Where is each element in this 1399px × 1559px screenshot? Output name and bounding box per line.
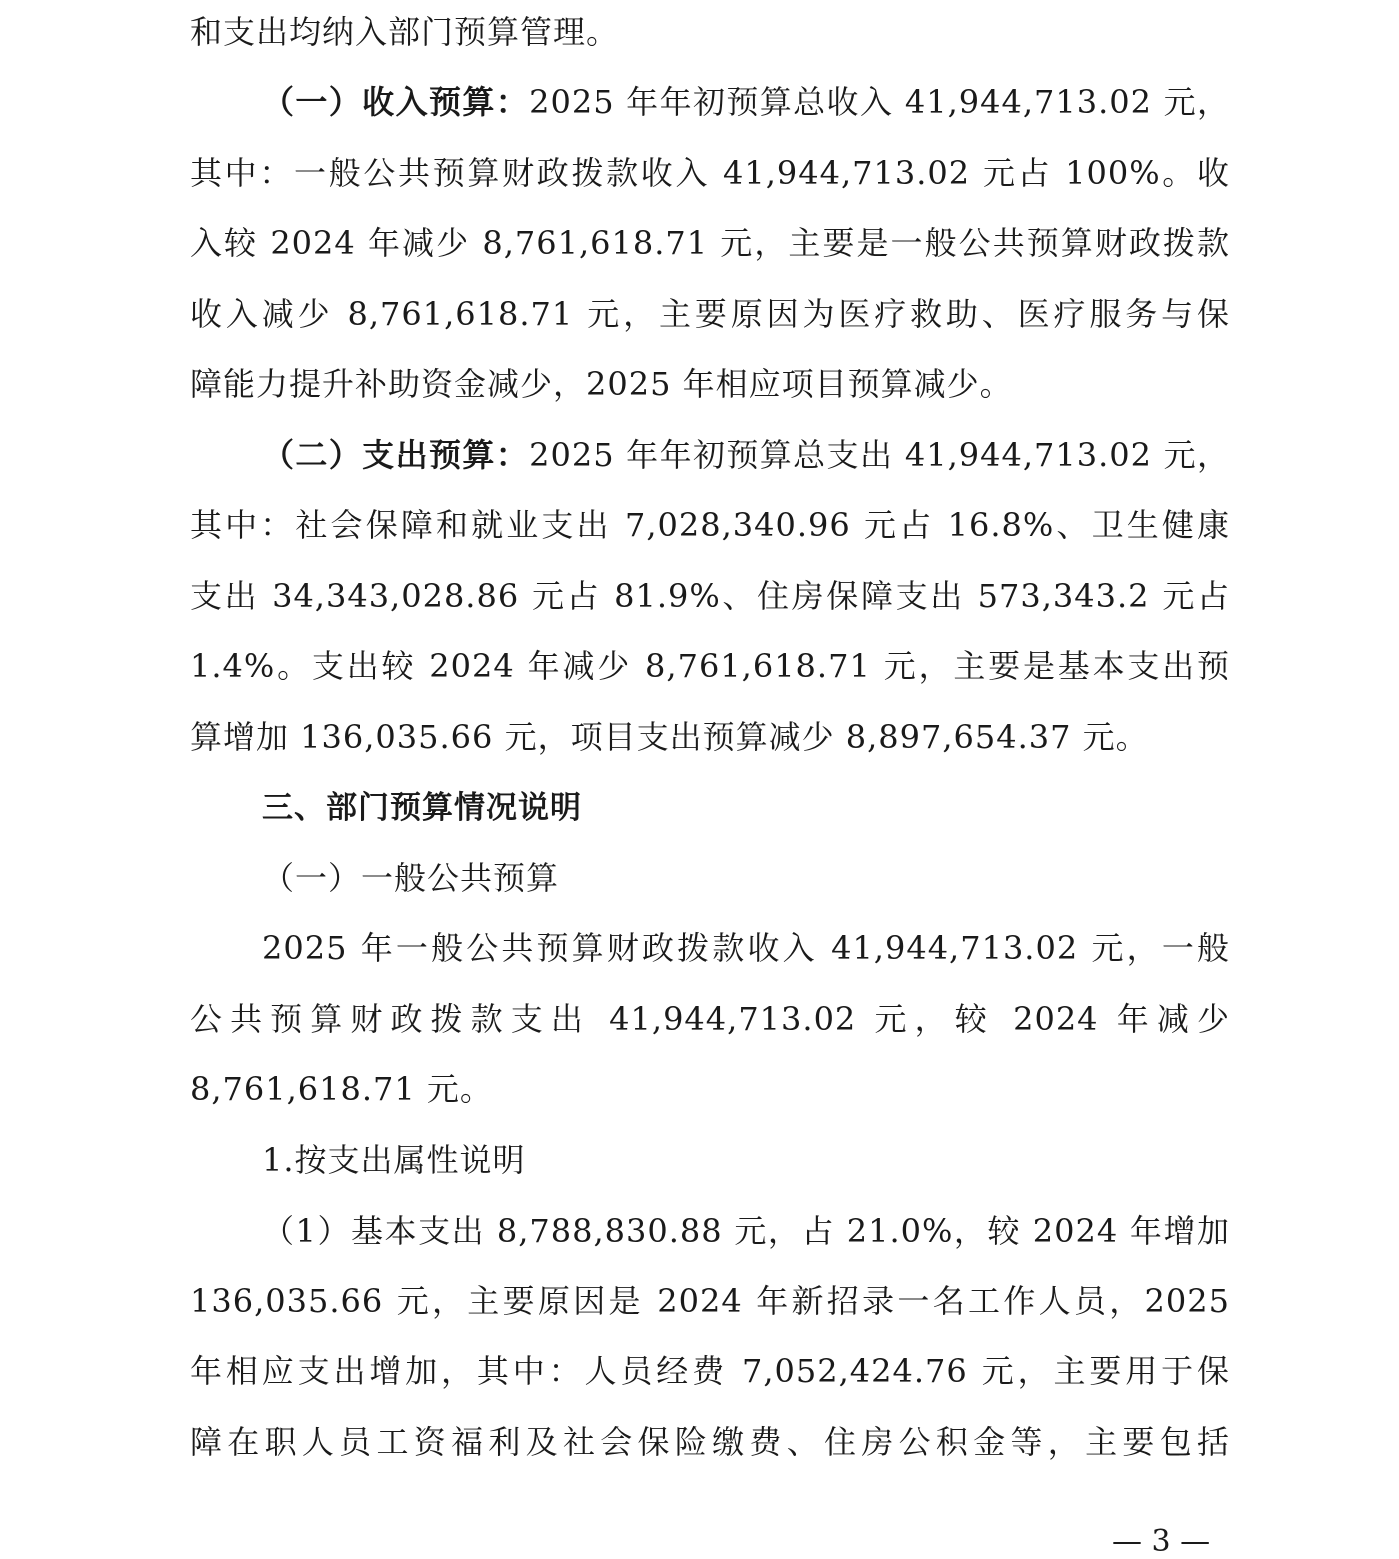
expense-budget-line bbox=[262, 435, 1230, 475]
paragraph-line: 障在职人员工资福利及社会保险缴费、住房公积金等，主要包括 bbox=[190, 1423, 1230, 1461]
paragraph-line: 障能力提升补助资金减少，2025 年相应项目预算减少。 bbox=[190, 365, 1013, 403]
paragraph-line: 收入减少 8,761,618.71 元，主要原因为医疗救助、医疗服务与保 bbox=[190, 295, 1230, 333]
page-number: — 3 — bbox=[1112, 1524, 1211, 1559]
paragraph-line: （1）基本支出 8,788,830.88 元，占 21.0%，较 2024 年增加 bbox=[262, 1212, 1230, 1250]
income-budget-text: 2025 年年初预算总收入 41,944,713.02 元， bbox=[529, 83, 1230, 121]
paragraph-line: 1.4%。支出较 2024 年减少 8,761,618.71 元，主要是基本支出预 bbox=[190, 647, 1230, 685]
sub-section-heading: 1.按支出属性说明 bbox=[262, 1141, 526, 1179]
paragraph-line: 算增加 136,035.66 元，项目支出预算减少 8,897,654.37 元。 bbox=[190, 718, 1149, 756]
paragraph-line: 年相应支出增加，其中：人员经费 7,052,424.76 元，主要用于保 bbox=[190, 1352, 1230, 1390]
paragraph-line: 入较 2024 年减少 8,761,618.71 元，主要是一般公共预算财政拨款 bbox=[190, 224, 1230, 262]
expense-budget-label: （二）支出预算： bbox=[262, 436, 530, 474]
paragraph-line: 其中：社会保障和就业支出 7,028,340.96 元占 16.8%、卫生健康 bbox=[190, 506, 1230, 544]
income-budget-label: （一）收入预算： bbox=[262, 83, 530, 121]
paragraph-line: 公共预算财政拨款支出 41,944,713.02 元，较 2024 年减少 bbox=[190, 1000, 1230, 1038]
paragraph-line: 支出 34,343,028.86 元占 81.9%、住房保障支出 573,343.2 元占 bbox=[190, 577, 1230, 615]
expense-budget-text: 2025 年年初预算总支出 41,944,713.02 元， bbox=[529, 436, 1230, 474]
paragraph-line: 136,035.66 元，主要原因是 2024 年新招录一名工作人员，2025 bbox=[190, 1282, 1230, 1320]
paragraph-line: 2025 年一般公共预算财政拨款收入 41,944,713.02 元，一般 bbox=[262, 929, 1230, 967]
income-budget-line bbox=[262, 82, 1230, 122]
paragraph-line: 其中：一般公共预算财政拨款收入 41,944,713.02 元占 100%。收 bbox=[190, 154, 1230, 192]
sub-section-heading: （一）一般公共预算 bbox=[262, 859, 560, 897]
paragraph-line: 8,761,618.71 元。 bbox=[190, 1070, 493, 1108]
paragraph-line: 和支出均纳入部门预算管理。 bbox=[190, 13, 620, 51]
section-heading: 三、部门预算情况说明 bbox=[262, 790, 582, 826]
